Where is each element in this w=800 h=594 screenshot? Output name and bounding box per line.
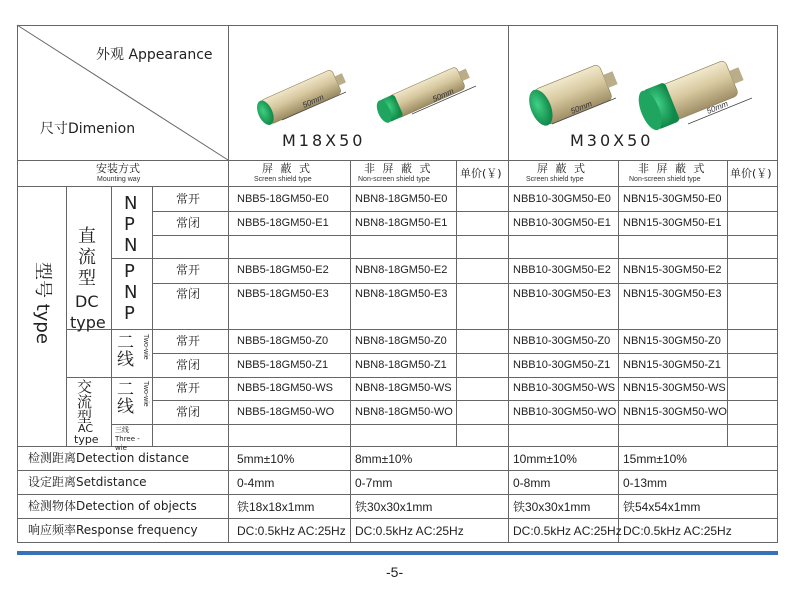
no-label-npn: 常开: [176, 192, 201, 206]
table-cell: NBB10-30GM50-E0: [513, 193, 611, 205]
dc-two-wire-label-en: Two-wie: [142, 334, 149, 360]
model-title-m30: M30X50: [570, 131, 654, 150]
three-wire-label: [115, 426, 151, 453]
nc-label-dc-two: 常闭: [176, 358, 201, 372]
ac-char-2: 流: [77, 393, 93, 411]
spec-value: 0-13mm: [623, 476, 668, 490]
no-label-ac-two: 常开: [176, 381, 201, 395]
spec-label-detection-objects: 检测物体Detection of objects: [28, 499, 197, 513]
mounting-header-en: Mounting way: [97, 176, 141, 183]
shield-header-m30: 屏 蔽 式: [537, 162, 587, 175]
ac-label-type: type: [74, 433, 99, 446]
spec-value: 0-8mm: [513, 476, 551, 490]
spec-value: 10mm±10%: [513, 452, 577, 466]
appearance-label: 外观 Appearance: [96, 47, 213, 63]
three-wire-en: Three -wie: [115, 435, 140, 452]
spec-value: 5mm±10%: [237, 452, 295, 466]
dc-char-3: 型: [78, 268, 96, 289]
table-cell: NBB5-18GM50-Z0: [237, 335, 329, 347]
spec-value: 铁30x30x1mm: [513, 500, 591, 514]
spec-value: 0-4mm: [237, 476, 275, 490]
dc-char-2: 流: [78, 247, 96, 268]
nc-label-npn: 常闭: [176, 216, 201, 230]
pnp-char-3: P: [124, 303, 135, 324]
nc-label-pnp: 常闭: [176, 287, 201, 301]
table-cell: NBN8-18GM50-WO: [355, 406, 453, 418]
three-wire-zh: 三线: [115, 426, 129, 434]
spec-value: DC:0.5kHz AC:25Hz: [237, 524, 346, 538]
ac-label-en: AC: [78, 422, 94, 435]
spec-value: 铁18x18x1mm: [237, 500, 315, 514]
spec-value: 铁30x30x1mm: [355, 500, 433, 514]
non-shield-header-en-m18: Non-screen shield type: [358, 176, 430, 183]
shield-header-en-m30: Screen shield type: [526, 176, 584, 183]
shield-header-en-m18: Screen shield type: [254, 176, 312, 183]
dc-label-type: type: [70, 313, 106, 332]
table-cell: NBB5-18GM50-Z1: [237, 359, 329, 371]
dc-char-1: 直: [78, 226, 96, 247]
ac-two-wire-label: 二线: [113, 380, 133, 414]
footer-rule: [17, 551, 778, 555]
table-cell: NBN15-30GM50-Z1: [623, 359, 721, 371]
table-cell: NBB10-30GM50-Z0: [513, 335, 611, 347]
dimension-label: 尺寸Dimenion: [40, 121, 136, 137]
nc-label-ac-two: 常闭: [176, 405, 201, 419]
table-cell: NBB5-18GM50-E2: [237, 264, 329, 276]
spec-value: DC:0.5kHz AC:25Hz: [623, 524, 732, 538]
table-cell: NBB10-30GM50-E1: [513, 217, 611, 229]
spec-label-detection-distance: 检测距离Detection distance: [28, 451, 189, 465]
sensor-illustration-m18: [232, 28, 504, 132]
mounting-header: 安装方式: [96, 162, 140, 175]
spec-value: 8mm±10%: [355, 452, 413, 466]
svg-text:50mm: 50mm: [431, 86, 456, 104]
table-cell: NBN8-18GM50-WS: [355, 382, 452, 394]
table-cell: NBN15-30GM50-E2: [623, 264, 722, 276]
table-cell: NBB10-30GM50-WO: [513, 406, 617, 418]
table-cell: NBB5-18GM50-E0: [237, 193, 329, 205]
model-title-m18: M18X50: [282, 131, 366, 150]
shield-header-m18: 屏 蔽 式: [262, 162, 312, 175]
dc-label-en: DC: [75, 292, 99, 311]
table-cell: NBN15-30GM50-WS: [623, 382, 726, 394]
pnp-char-2: N: [124, 282, 138, 303]
spec-value: 15mm±10%: [623, 452, 687, 466]
table-cell: NBN8-18GM50-E1: [355, 217, 448, 229]
spec-value: 铁54x54x1mm: [623, 500, 701, 514]
table-cell: NBN8-18GM50-Z0: [355, 335, 447, 347]
non-shield-header-m18: 非 屏 蔽 式: [364, 162, 433, 175]
table-cell: NBB5-18GM50-E3: [237, 288, 329, 300]
model-type-label: 型号 type: [32, 262, 53, 344]
spec-label-response-frequency: 响应频率Response frequency: [28, 523, 198, 537]
page-number: -5-: [386, 564, 404, 580]
spec-value: DC:0.5kHz AC:25Hz: [513, 524, 622, 538]
spec-label-set-distance: 设定距离Setdistance: [28, 475, 147, 489]
svg-text:50mm: 50mm: [569, 99, 594, 116]
svg-text:50mm: 50mm: [705, 99, 730, 116]
npn-char-1: N: [124, 193, 138, 214]
table-cell: NBN8-18GM50-E0: [355, 193, 448, 205]
table-cell: NBB5-18GM50-WO: [237, 406, 335, 418]
table-cell: NBB5-18GM50-WS: [237, 382, 333, 394]
table-cell: NBN8-18GM50-E2: [355, 264, 448, 276]
spec-value: DC:0.5kHz AC:25Hz: [355, 524, 464, 538]
dc-two-wire-label: 二线: [113, 333, 133, 367]
no-label-dc-two: 常开: [176, 334, 201, 348]
no-label-pnp: 常开: [176, 263, 201, 277]
table-cell: NBB5-18GM50-E1: [237, 217, 329, 229]
non-shield-header-m30: 非 屏 蔽 式: [638, 162, 707, 175]
table-cell: NBB10-30GM50-WS: [513, 382, 616, 394]
table-cell: NBN15-30GM50-E0: [623, 193, 722, 205]
npn-char-2: P: [124, 214, 135, 235]
svg-text:50mm: 50mm: [301, 92, 326, 110]
table-cell: NBN8-18GM50-E3: [355, 288, 448, 300]
spec-value: 0-7mm: [355, 476, 393, 490]
price-header-m18: 单价(￥): [460, 167, 502, 180]
pnp-char-1: P: [124, 261, 135, 282]
table-cell: NBN15-30GM50-WO: [623, 406, 727, 418]
sensor-illustration-m30: [512, 28, 774, 132]
ac-char-3: 型: [77, 408, 93, 426]
table-cell: NBN15-30GM50-Z0: [623, 335, 721, 347]
price-header-m30: 单价(￥): [730, 167, 772, 180]
ac-two-wire-label-en: Two-wie: [142, 381, 149, 407]
non-shield-header-en-m30: Non-screen shield type: [629, 176, 701, 183]
table-cell: NBN15-30GM50-E3: [623, 288, 722, 300]
table-cell: NBB10-30GM50-Z1: [513, 359, 611, 371]
table-cell: NBN8-18GM50-Z1: [355, 359, 447, 371]
npn-char-3: N: [124, 235, 138, 256]
table-cell: NBB10-30GM50-E2: [513, 264, 611, 276]
ac-char-1: 交: [77, 378, 93, 396]
table-cell: NBN15-30GM50-E1: [623, 217, 722, 229]
table-cell: NBB10-30GM50-E3: [513, 288, 611, 300]
